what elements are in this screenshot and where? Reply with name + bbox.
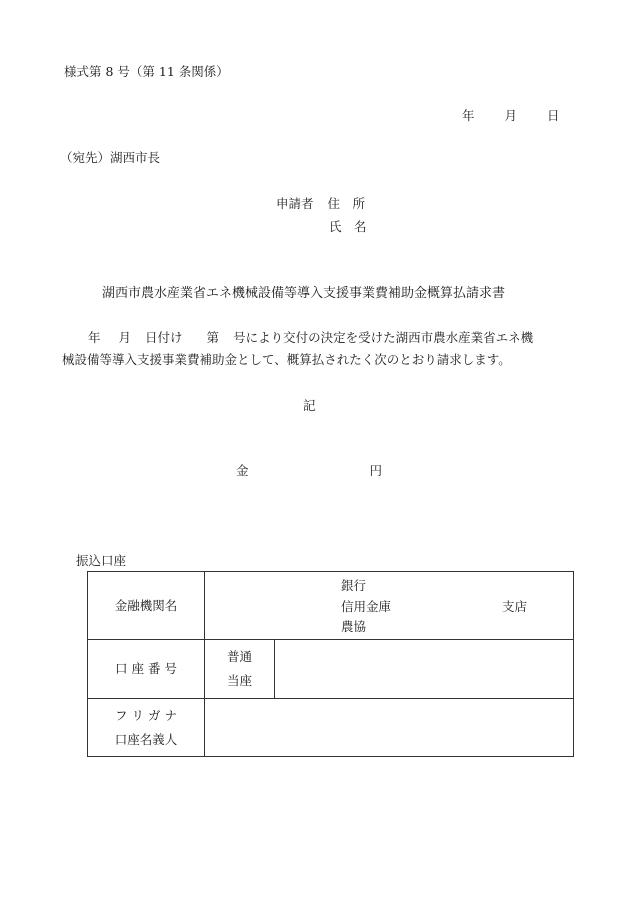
date-line [462,110,560,123]
bank-row [88,572,574,640]
body-year: 年 [88,330,101,345]
document-title: 湖西市農水産業省エネ機械設備等導入支援事業費補助金概算払請求書 [102,286,506,301]
account-kind-ordinary: 普通 [227,649,253,664]
date-year: 年 [462,108,475,123]
form-number: 様式第 8 号（第 11 条関係） [64,64,229,79]
account-holder-field[interactable] [205,699,574,757]
bank-type-agricultural-coop: 農協 [341,619,367,634]
account-holder-label: 口座名義人 [114,731,178,747]
account-kind-current: 当座 [227,673,253,688]
bank-name-cell[interactable] [205,572,574,640]
bank-account-table [87,571,574,757]
account-kind-cell[interactable] [205,640,275,699]
ki-heading: 記 [303,398,316,413]
applicant-name-label: 氏 名 [329,219,367,234]
branch-label: 支店 [502,599,528,614]
body-line-2: 械設備等導入支援事業費補助金として、概算払されたく次のとおり請求します。 [62,352,511,367]
applicant-block [276,198,365,211]
body-month: 月 [118,330,132,345]
account-holder-row [88,699,574,757]
body-line-1-rest: 号により交付の決定を受けた湖西市農水産業省エネ機 [233,330,534,345]
amount-prefix: 金 [236,463,249,478]
amount-line [236,465,382,478]
bank-name-label: 金融機関名 [88,572,205,640]
account-number-row [88,640,574,699]
addressee: （宛先）湖西市長 [60,150,161,165]
body-line-1 [88,332,533,345]
applicant-label: 申請者 [276,196,314,211]
account-number-label: 口 座 番 号 [88,640,205,699]
bank-type-bank: 銀行 [341,578,367,593]
bank-type-options [341,576,391,638]
account-number-field[interactable] [275,640,574,699]
applicant-address-label: 住 所 [327,196,366,211]
body-number-prefix: 第 [206,330,220,345]
holder-label-cell [88,699,205,757]
bank-type-credit-union: 信用金庫 [341,598,392,614]
date-month: 月 [504,108,518,123]
amount-unit: 円 [369,463,383,478]
furigana-label: フ リ ガ ナ [115,708,177,724]
date-day: 日 [547,108,560,123]
account-section-title: 振込口座 [76,553,127,568]
body-day: 日付け [145,330,183,345]
